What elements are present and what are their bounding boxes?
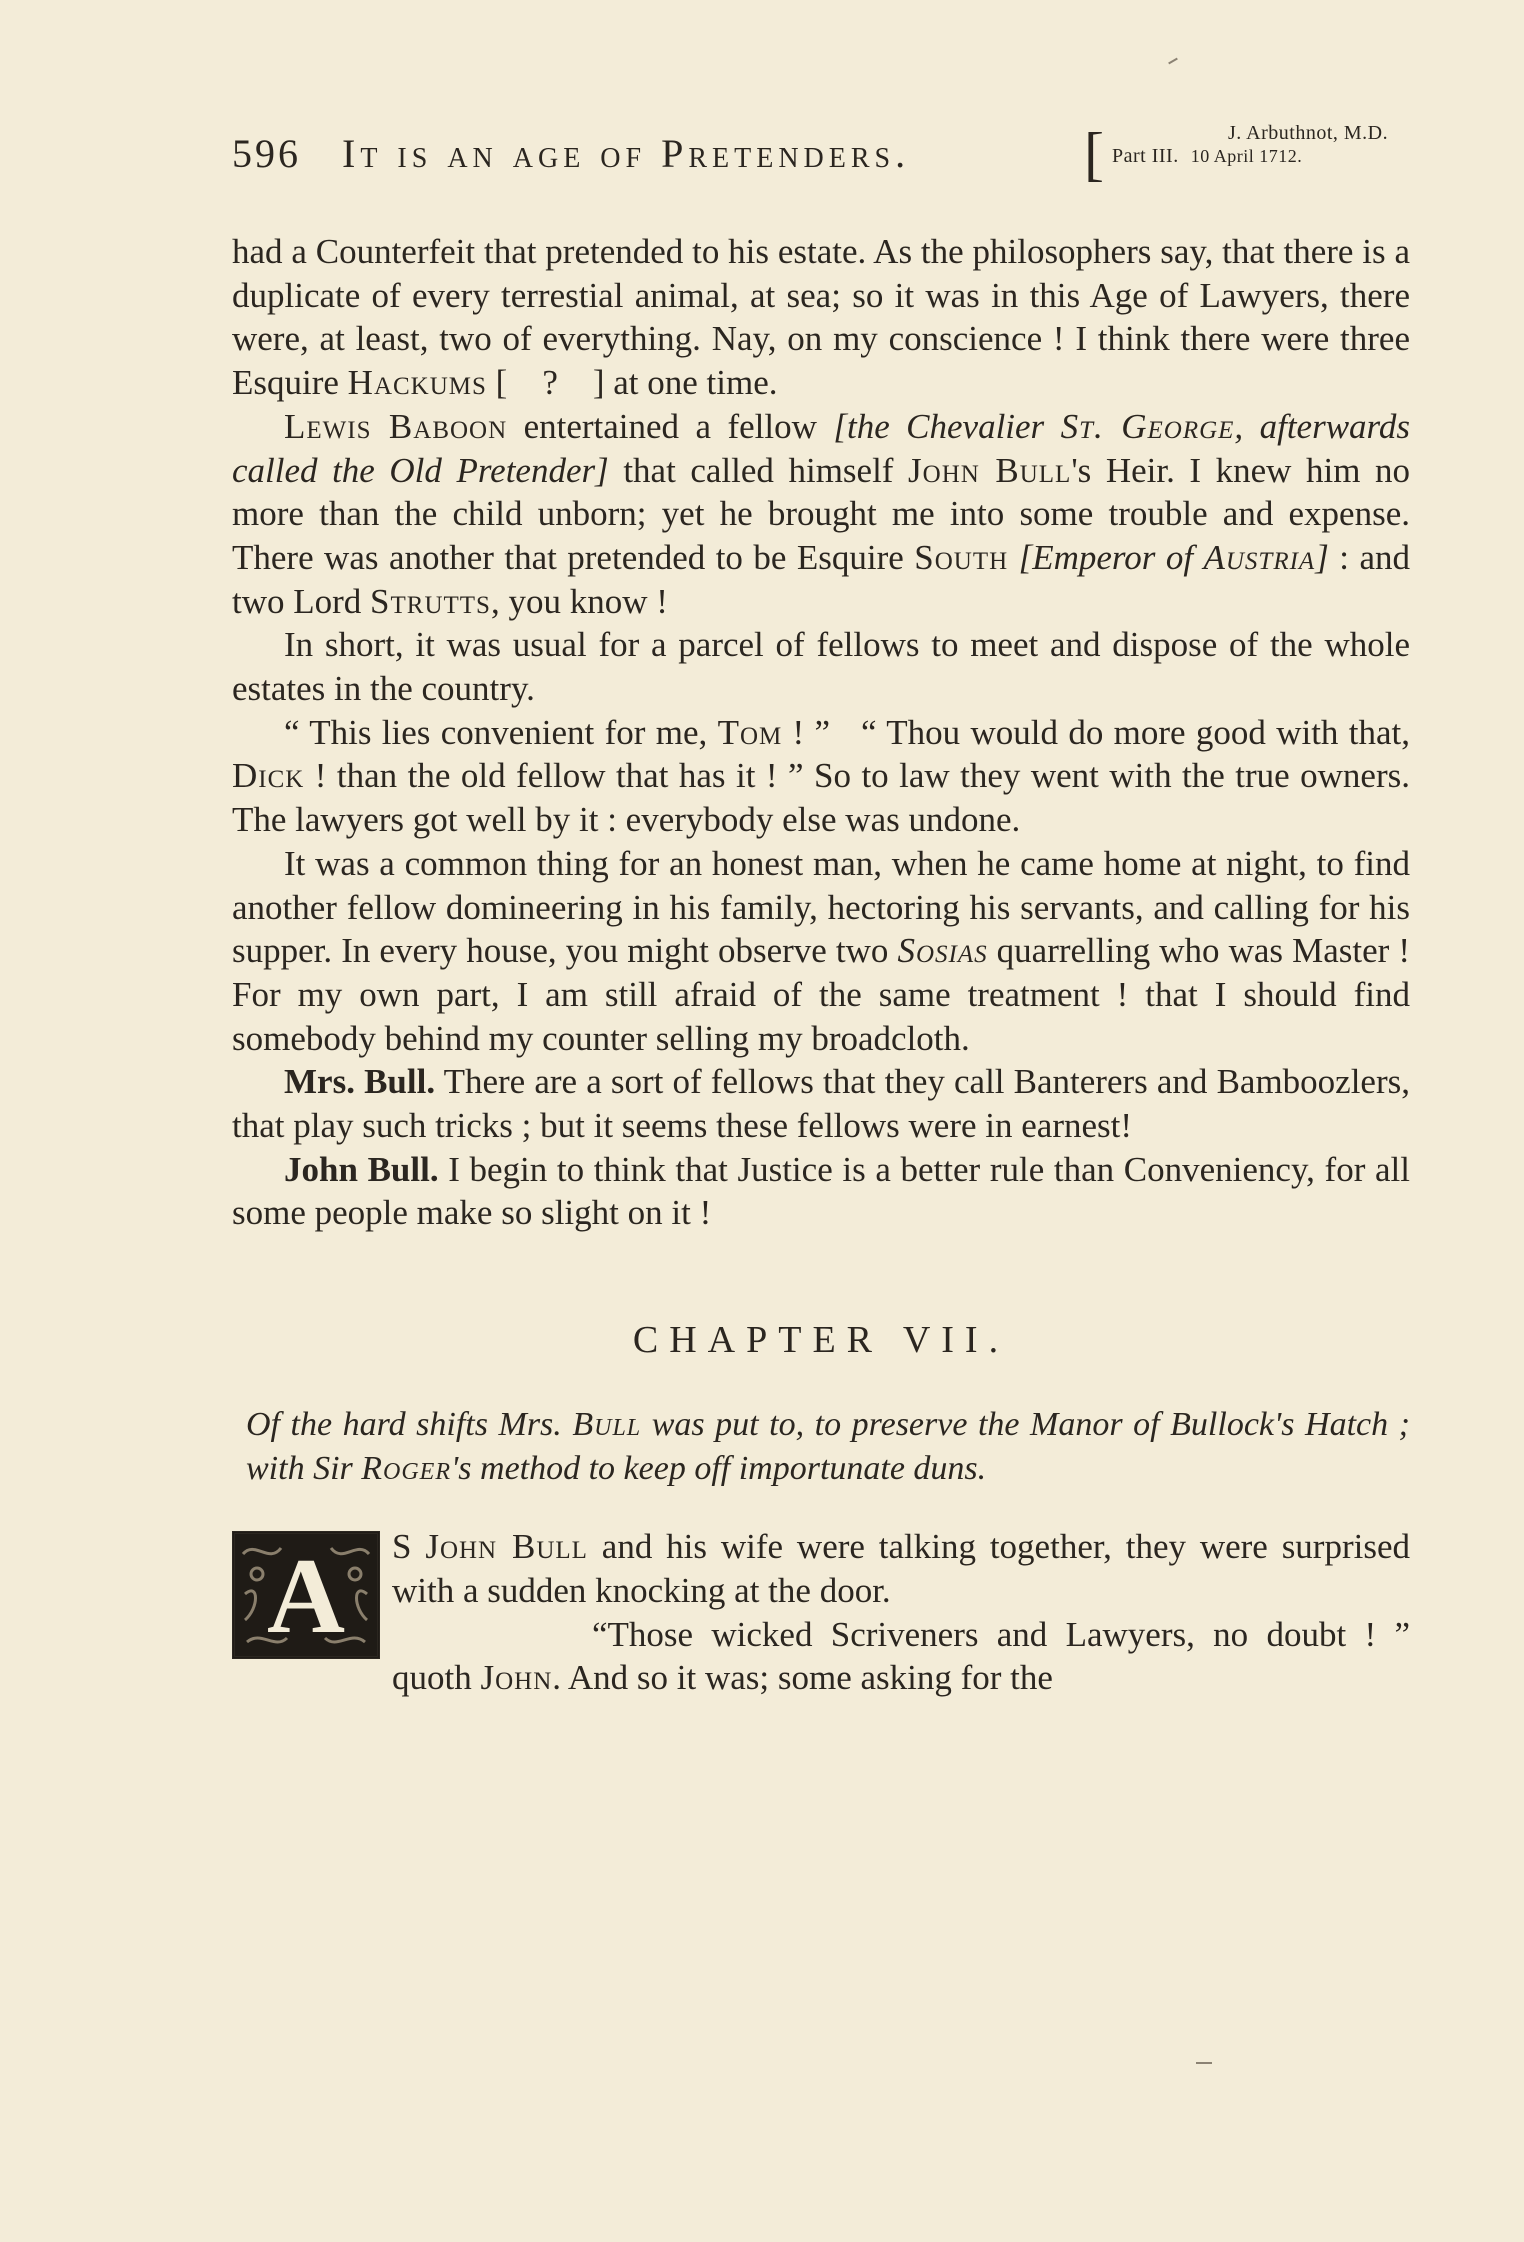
text-run: I begin to think that Justice is a better rule than Conveniency, for all some people make so slight on it ! [232,1149,1410,1233]
header-date: 10 April 1712. [1190,146,1303,166]
body-text [232,230,1410,1235]
name-smallcaps: Roger [361,1450,452,1488]
editorial-note: [Emperor of [1018,537,1204,577]
name-smallcaps: John Bull [908,450,1072,490]
paragraph [232,1613,1410,1700]
drop-cap [232,1531,380,1659]
speaker-name: John Bull. [284,1149,439,1189]
text-run: There are a sort of fellows that they call Banterers and Bamboozlers, that play such tricks ; but it seems these fellows were in earnest! [232,1062,1410,1146]
text-run: entertained a fellow [507,406,834,446]
text-run: “ This lies convenient for me, [284,712,718,752]
text-run: Of the hard shifts Mrs. [246,1406,573,1444]
editorial-note: [the Chevalier [833,406,1061,446]
text-run: . And so it was; some asking for the [552,1658,1053,1698]
running-title: It is an age of Pretenders. [342,131,911,176]
editorial-note: ] [1315,537,1329,577]
speaker-name: Mrs. Bull. [284,1062,436,1102]
editorial-note-name: St. George [1060,406,1235,446]
paragraph [232,711,1410,842]
paragraph [232,842,1410,1061]
text-run: “Those wicked Scriveners and Lawyers, no doubt ! ” quoth [392,1614,1410,1698]
text-run: had a Counterfeit that pretended to his estate. As the philosophers say, that there is a duplicate of every terrestial animal, at sea; so it was in this Age of Lawyers, there were, at least, two of everything. Nay, on my conscience ! I think there were three Esquire [232,232,1410,403]
text-run: It was a common thing for an honest man, when he came home at night, to find another fellow domineering in his family, hectoring his servants, and calling for his supper. In every house, you might observe two [232,843,1410,971]
name-smallcaps: Tom [717,712,783,752]
name-smallcaps: South [914,537,1009,577]
name-smallcaps: Dick [232,756,305,796]
paragraph [232,230,1410,405]
page-number: 596 [232,131,301,176]
text-run: and his wife were talking together, they were surprised with a sudden knocking at the door. [392,1527,1410,1610]
dialogue-paragraph [232,1148,1410,1235]
footer-mark [1196,2062,1212,2064]
chapter-heading: CHAPTER VII. [632,1319,1010,1362]
dialogue-paragraph [232,1060,1410,1147]
text-run: quarrelling who was Master ! For my own part, I am still afraid of the same treatment ! that I should find somebody behind my counter selling my broadcloth. [232,931,1411,1058]
text-run: ! ” “ Thou would do more good with that, [782,712,1410,752]
header-part: Part III. [1112,145,1179,167]
text-run: : and two Lord [232,537,1411,621]
header-part-date [1110,145,1410,168]
paragraph [232,1525,1410,1612]
chapter-summary [232,1403,1410,1491]
name-smallcaps: Hackums [347,363,487,403]
chapter-body [232,1525,1410,1700]
text-run [1008,538,1018,577]
text-run: ! than the old fellow that has it ! ” So to law they went with the true owners. The lawyers got well by it : everybody else was undone. [232,756,1410,840]
header-reference [1110,122,1410,168]
text-run: , you know ! [490,581,668,621]
name-smallcaps: John Bull [425,1527,588,1567]
text-run: that called himself [608,450,909,490]
paragraph [232,405,1410,624]
name-smallcaps: Bull [572,1406,642,1444]
editorial-note-name: Austria [1203,537,1316,577]
margin-mark [1168,58,1178,65]
name-italic-smallcaps: Sosias [897,931,988,971]
text-run: [ ? ] at one time. [486,363,778,403]
name-smallcaps: Strutts [370,581,491,621]
paragraph: In short, it was usual for a parcel of fellows to meet and dispose of the whole estates in the country. [232,625,1410,709]
running-header [232,121,1410,187]
editorial-note: , afterwards called the Old Pretender] [232,406,1411,490]
book-page [232,122,1410,1700]
text-run: S [392,1527,426,1567]
drop-cap-letter: A [267,1537,345,1657]
name-smallcaps: Lewis Baboon [284,406,508,446]
text-run: 's Heir. I knew him no more than the child unborn; yet he brought me into some trouble and expense. There was another that pretended to be Esquire [232,450,1410,577]
text-run: 's method to keep off importunate duns. [451,1450,987,1488]
header-author: J. Arbuthnot, M.D. [1228,122,1389,144]
name-smallcaps: John [480,1658,553,1698]
text-run: was put to, to preserve the Manor of Bullock's Hatch ; with Sir [246,1406,1411,1488]
header-bracket: [ [1084,121,1104,187]
